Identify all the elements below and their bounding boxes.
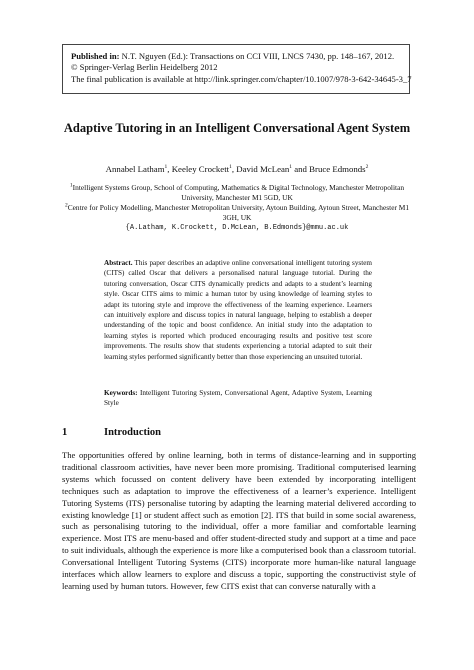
keywords-label: Keywords:	[104, 389, 138, 397]
affiliation-text: Intelligent Systems Group, School of Computing, Mathematics & Digital Technology, Manchester Metropolitan University, Manchester M1 5GD, UK	[72, 183, 405, 202]
author-affiliation-marker: 1	[229, 164, 232, 171]
author-affiliation-marker: 1	[164, 164, 168, 171]
publication-notice	[62, 44, 410, 94]
affiliation-marker: 1	[69, 182, 73, 189]
publication-line-1	[71, 51, 401, 62]
author-affiliation-marker: 1	[289, 164, 293, 171]
abstract	[104, 258, 372, 362]
author-name: Annabel Latham	[105, 164, 165, 174]
author-list: Annabel Latham$^1$, Keeley Crockett$^1$, David McLean$^1$ and Bruce Edmonds$^2$	[105, 164, 369, 174]
author-affiliation-marker: 2	[365, 164, 369, 171]
keywords-text: Intelligent Tutoring System, Conversational Agent, Adaptive System, Learning Style	[104, 389, 372, 408]
publication-citation: N.T. Nguyen (Ed.): Transactions on CCI VIII, LNCS 7430, pp. 148–167, 2012.	[119, 51, 395, 61]
author-name: David McLean	[236, 164, 290, 174]
section-title: Introduction	[104, 427, 161, 438]
affiliation-2	[60, 203, 414, 223]
abstract-text: This paper describes an adaptive online conversational intelligent tutoring system (CITS) called Oscar that delivers a personalised natural language tutorial. During the tutoring conversation, Oscar CITS dynamically predicts and adapts to a student’s learning style. Oscar CITS aims to mimic a human tutor by using knowledge of learning styles to adapt its tutoring style and improve the effectiveness of the learning experience. Learners can intuitively explore and discuss topics in natural language, helping to establish a deeper understanding of the topic and boost confidence. An initial study into the adaptation to learning styles is reported which produced encouraging results and positive test score improvements. The results show that students experiencing a tutorial adapted to suit their learning styles performed significantly better than those experiencing an unsuited tutorial.	[104, 259, 372, 361]
final-publication-link[interactable]: The final publication is available at http://link.springer.com/chapter/10.1007/978-3-642-34645-3_7	[71, 73, 412, 84]
introduction-paragraph: The opportunities offered by online learning, both in terms of distance-learning and in supporting traditional classroom activities, have never been more promising. Traditional computerised learning systems which focussed on content delivery have been extended by incorporating intelligent techniques such as adaptation to improve the effectiveness of a learner’s experience. Intelligent Tutoring Systems (ITS) personalise tutoring by adapting the learning material delivered according to existing knowledge [1] or student affect such as emotion [2]. ITS that build in some social awareness, such as personalising tutoring to the individual, offer a more familiar and comfortable learning experience. Most ITS are menu-based and offer student-directed study and support at a time and pace to suit individuals, although the experience is more like a computerised book than a classroom tutorial. Conversational Intelligent Tutoring Systems (CITS) incorporate more human-like natural language interfaces which allow learners to explore and discuss a topic, supporting the constructivist style of learning used by human tutors. However, few CITS exist that can converse naturally with a	[62, 450, 416, 591]
affiliations	[60, 183, 414, 233]
paper-title: Adaptive Tutoring in an Intelligent Conversational Agent System	[63, 121, 411, 135]
affiliation-text: Centre for Policy Modelling, Manchester Metropolitan University, Aytoun Building, Aytoun Street, Manchester M1 3GH, UK	[67, 203, 410, 222]
author-name: Bruce Edmonds	[309, 164, 366, 174]
affiliation-1	[60, 183, 414, 203]
keywords	[104, 388, 372, 409]
affiliation-marker: 2	[64, 202, 68, 209]
section-heading	[62, 427, 416, 438]
copyright-line: © Springer-Verlag Berlin Heidelberg 2012	[71, 62, 218, 73]
author-name: Keeley Crockett	[171, 164, 230, 174]
publication-label: Published in:	[71, 51, 120, 61]
abstract-label: Abstract.	[104, 259, 133, 267]
author-emails: {A.Latham, K.Crockett, D.McLean, B.Edmonds}@mmu.ac.uk	[125, 224, 349, 232]
section-number: 1	[62, 427, 68, 438]
